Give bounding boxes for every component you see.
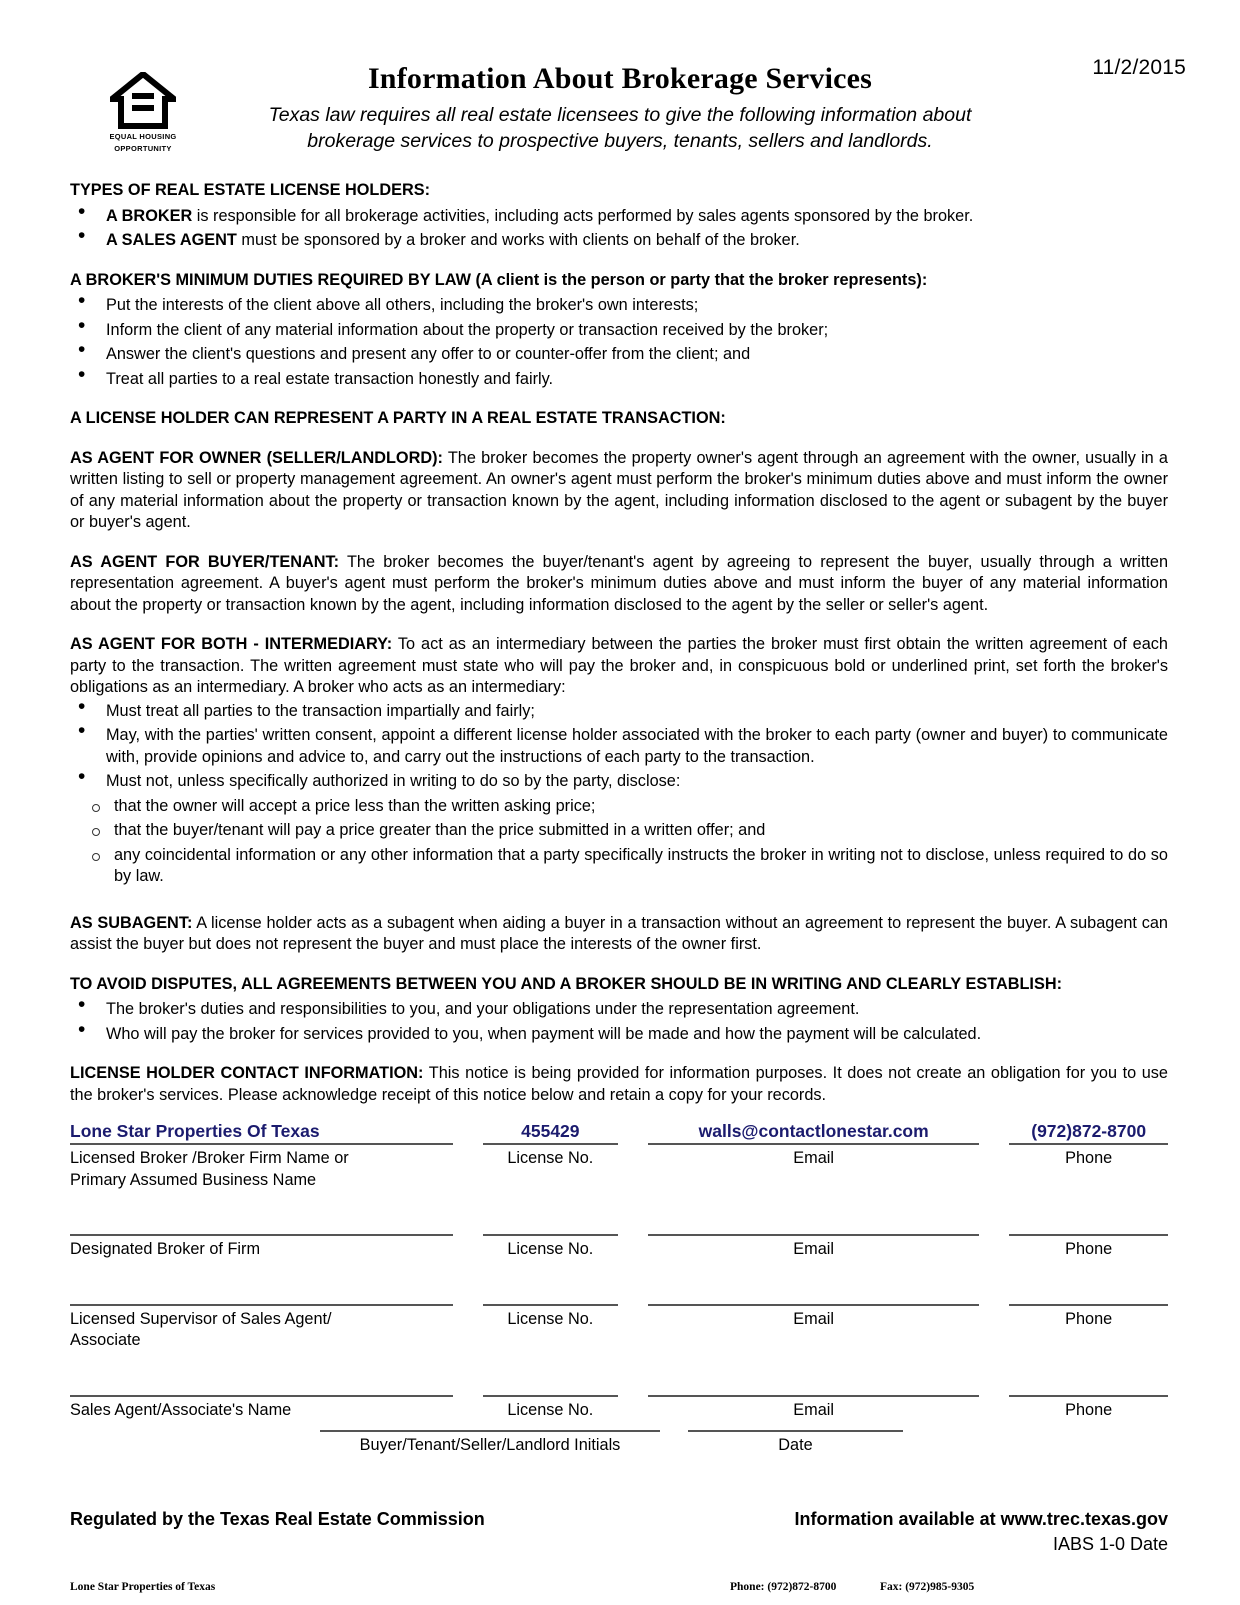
text-as-agent-for-both: To act as an intermediary between the parties the broker must first obtain the written agreement of each party to the transaction. The written agreement must state who will pay the broker and, in conspicuous bold or underlined print, set forth the broker's obligations as an intermediary. A broker who acts as an intermediary: xyxy=(70,635,1168,696)
list-item: • Put the interests of the client above all others, including the broker's own interests; xyxy=(70,295,1168,317)
field-rule xyxy=(70,1395,453,1397)
field-rule xyxy=(70,1143,453,1145)
list-item: • May, with the parties' written consent, appoint a different license holder associated with the broker to each party (owner and buyer) to communicate with, provide opinions and advice to, and carry out the instructions of each party to the transaction. xyxy=(70,725,1168,768)
paragraph-as-subagent xyxy=(70,913,1168,956)
footer-right-block xyxy=(795,1509,1168,1555)
list-avoid-disputes xyxy=(70,999,1168,1045)
sales-agent-email-value xyxy=(648,1372,979,1395)
initials-field[interactable] xyxy=(320,1430,660,1457)
email-caption: Email xyxy=(793,1309,835,1328)
licensed-supervisor-caption-line2: Associate xyxy=(70,1331,141,1349)
table-row xyxy=(70,1118,1168,1191)
paragraph-as-agent-for-owner xyxy=(70,448,1168,534)
document-date: 11/2/2015 xyxy=(1092,56,1186,79)
footer-fine-print-row xyxy=(70,1581,1168,1593)
license-no-caption: License No. xyxy=(507,1149,594,1167)
licensed-supervisor-license-no-field[interactable] xyxy=(483,1279,618,1331)
label-as-agent-for-both: AS AGENT FOR BOTH - INTERMEDIARY: xyxy=(70,635,393,653)
field-rule xyxy=(483,1395,618,1397)
text-as-agent-for-buyer-tenant: The broker becomes the buyer/tenant's agent by agreeing to represent the buyer, usually through a written representation agreement. A buyer's agent must perform the broker's minimum duties above and must inform the buyer of any material information about the property or transaction known by the agent, including information disclosed to the agent by the seller or seller's agent. xyxy=(70,552,1169,614)
field-rule xyxy=(483,1304,618,1306)
designated-broker-license-no-field[interactable] xyxy=(483,1209,618,1261)
list-intermediary-disclosure-restrictions xyxy=(70,796,1168,888)
logo-caption-line1: EQUAL HOUSING xyxy=(109,132,177,141)
logo-caption-line2: OPPORTUNITY xyxy=(114,143,172,153)
designated-broker-phone-value xyxy=(1009,1211,1168,1234)
licensed-supervisor-name-value xyxy=(70,1281,453,1304)
licensed-supervisor-email-field[interactable] xyxy=(648,1279,979,1331)
license-no-caption: License No. xyxy=(507,1400,594,1419)
text-as-subagent: A license holder acts as a subagent when aiding a buyer in a transaction without an agreement to represent the buyer. A subagent can assist the buyer but does not represent the buyer and must place the interests of the owner first. xyxy=(70,913,1168,953)
licensed-supervisor-phone-value xyxy=(1009,1281,1168,1304)
designated-broker-name-field[interactable] xyxy=(70,1209,453,1261)
heading-to-avoid-disputes: TO AVOID DISPUTES, ALL AGREEMENTS BETWEEN YOU AND A BROKER SHOULD BE IN WRITING AND CLEARLY ESTABLISH: xyxy=(70,974,1062,993)
list-item: • Who will pay the broker for services provided to you, when payment will be made and how the payment will be calculated. xyxy=(70,1024,1168,1046)
designated-broker-license-no-value xyxy=(483,1211,618,1234)
sales-agent-name-value xyxy=(70,1372,453,1395)
list-item: • Treat all parties to a real estate transaction honestly and fairly. xyxy=(70,369,1168,391)
heading-types-of-license-holders: TYPES OF REAL ESTATE LICENSE HOLDERS: xyxy=(70,181,431,199)
licensed-supervisor-phone-field[interactable] xyxy=(1009,1279,1168,1331)
sales-agent-license-no-field[interactable] xyxy=(483,1370,618,1422)
document-header xyxy=(0,0,1240,154)
phone-caption: Phone xyxy=(1065,1240,1113,1258)
list-item: • Inform the client of any material information about the property or transaction received by the broker; xyxy=(70,320,1168,342)
document-subtitle xyxy=(240,102,1000,154)
field-rule xyxy=(648,1304,979,1306)
list-item xyxy=(70,230,1168,252)
page-title: Information About Brokerage Services xyxy=(367,62,873,95)
bullet-bold-lead: A SALES AGENT xyxy=(106,231,237,249)
footer-phone: Phone: (972)872-8700 xyxy=(730,1580,837,1593)
list-item: any coincidental information or any other information that a party specifically instructs the broker in writing not to disclose, unless required to do so by law. xyxy=(70,845,1168,888)
house-icon xyxy=(96,72,190,130)
field-rule xyxy=(1009,1143,1168,1145)
list-item: • The broker's duties and responsibilities to you, and your obligations under the representation agreement. xyxy=(70,999,1168,1021)
broker-license-no-value: 455429 xyxy=(521,1121,580,1141)
phone-caption: Phone xyxy=(1065,1149,1113,1167)
sales-agent-license-no-value xyxy=(483,1372,618,1395)
field-rule xyxy=(688,1430,903,1432)
table-row xyxy=(70,1209,1168,1261)
field-rule xyxy=(70,1234,453,1236)
broker-firm-name-caption-line2: Primary Assumed Business Name xyxy=(70,1170,317,1189)
bullet-text: must be sponsored by a broker and works with clients on behalf of the broker. xyxy=(236,231,800,249)
bullet-text: is responsible for all brokerage activities, including acts performed by sales agents sponsored by the broker. xyxy=(192,206,974,225)
paragraph-as-agent-for-both-intermediary xyxy=(70,634,1168,699)
field-rule xyxy=(70,1304,453,1306)
list-intermediary-obligations xyxy=(70,701,1168,793)
sales-agent-name-field[interactable] xyxy=(70,1370,453,1422)
licensed-supervisor-license-no-value xyxy=(483,1281,618,1304)
field-rule xyxy=(320,1430,660,1432)
form-id-text: IABS 1-0 Date xyxy=(1052,1533,1168,1554)
document-footer xyxy=(0,1457,1240,1593)
subtitle-line-2: brokerage services to prospective buyers, tenants, sellers and landlords. xyxy=(307,130,933,152)
list-item: • Must treat all parties to the transaction impartially and fairly; xyxy=(70,701,1168,723)
designated-broker-name-value xyxy=(70,1211,453,1234)
broker-phone-field[interactable] xyxy=(1009,1118,1168,1170)
list-item: • Must not, unless specifically authorized in writing to do so by the party, disclose: xyxy=(70,771,1168,793)
footer-main-row xyxy=(70,1509,1168,1555)
label-as-subagent: AS SUBAGENT: xyxy=(70,913,193,932)
initials-caption: Buyer/Tenant/Seller/Landlord Initials xyxy=(359,1436,621,1454)
field-rule xyxy=(1009,1234,1168,1236)
field-rule xyxy=(648,1143,979,1145)
designated-broker-email-value xyxy=(648,1211,979,1234)
list-item: that the owner will accept a price less than the written asking price; xyxy=(70,796,1168,818)
broker-license-no-field[interactable] xyxy=(483,1118,618,1170)
designated-broker-email-field[interactable] xyxy=(648,1209,979,1261)
license-no-caption: License No. xyxy=(507,1240,594,1258)
broker-firm-name-caption-line1: Licensed Broker /Broker Firm Name or xyxy=(70,1149,349,1167)
text-license-holder-contact-information: This notice is being provided for information purposes. It does not create an obligation for you to use the broker's services. Please acknowledge receipt of this notice below and retain a copy for your records. xyxy=(70,1064,1168,1104)
sales-agent-email-field[interactable] xyxy=(648,1370,979,1422)
phone-caption: Phone xyxy=(1065,1309,1113,1328)
licensed-supervisor-name-field[interactable] xyxy=(70,1279,453,1352)
field-rule xyxy=(648,1395,979,1397)
regulated-by-text: Regulated by the Texas Real Estate Commission xyxy=(70,1508,485,1529)
field-rule xyxy=(1009,1395,1168,1397)
list-types-of-license-holders xyxy=(70,206,1168,252)
heading-license-holder-can-represent: A LICENSE HOLDER CAN REPRESENT A PARTY IN A REAL ESTATE TRANSACTION: xyxy=(70,409,726,427)
sales-agent-phone-field[interactable] xyxy=(1009,1370,1168,1422)
broker-firm-name-value: Lone Star Properties Of Texas xyxy=(70,1121,320,1141)
licensed-supervisor-caption-line1: Licensed Supervisor of Sales Agent/ xyxy=(70,1309,332,1328)
license-no-caption: License No. xyxy=(507,1309,594,1328)
label-as-agent-for-buyer-tenant: AS AGENT FOR BUYER/TENANT: xyxy=(70,552,340,571)
bullet-bold-lead: A BROKER xyxy=(106,206,193,225)
email-caption: Email xyxy=(793,1240,835,1258)
list-item: • Answer the client's questions and present any offer to or counter-offer from the client; and xyxy=(70,344,1168,366)
paragraph-as-agent-for-buyer-tenant xyxy=(70,552,1168,617)
document-body xyxy=(0,154,1240,1106)
license-holder-contact-form xyxy=(0,1106,1240,1457)
label-as-agent-for-owner: AS AGENT FOR OWNER (SELLER/LANDLORD): xyxy=(70,448,443,467)
licensed-supervisor-email-value xyxy=(648,1281,979,1304)
field-rule xyxy=(483,1234,618,1236)
heading-broker-minimum-duties: A BROKER'S MINIMUM DUTIES REQUIRED BY LAW (A client is the person or party that the broker represents): xyxy=(70,270,928,289)
list-item: that the buyer/tenant will pay a price greater than the price submitted in a written offer; and xyxy=(70,820,1168,842)
phone-caption: Phone xyxy=(1065,1400,1113,1419)
field-rule xyxy=(483,1143,618,1145)
sales-agent-phone-value xyxy=(1009,1372,1168,1395)
designated-broker-caption: Designated Broker of Firm xyxy=(70,1240,261,1258)
broker-phone-value: (972)872-8700 xyxy=(1031,1121,1147,1141)
list-broker-minimum-duties xyxy=(70,295,1168,390)
label-license-holder-contact-information: LICENSE HOLDER CONTACT INFORMATION: xyxy=(70,1064,424,1082)
broker-firm-name-field[interactable] xyxy=(70,1118,453,1191)
paragraph-license-holder-contact-information xyxy=(70,1063,1168,1106)
email-caption: Email xyxy=(793,1400,835,1419)
email-caption: Email xyxy=(793,1149,835,1167)
list-item xyxy=(70,206,1168,228)
designated-broker-phone-field[interactable] xyxy=(1009,1209,1168,1261)
footer-company-name: Lone Star Properties of Texas xyxy=(70,1580,216,1593)
broker-email-field[interactable] xyxy=(648,1118,979,1170)
table-row xyxy=(70,1370,1168,1422)
footer-fax: Fax: (972)985-9305 xyxy=(880,1580,975,1593)
initials-and-date-row xyxy=(70,1430,1168,1457)
sales-agent-caption: Sales Agent/Associate's Name xyxy=(70,1400,292,1419)
field-rule xyxy=(1009,1304,1168,1306)
equal-housing-opportunity-logo xyxy=(96,72,190,153)
broker-email-value: walls@contactlonestar.com xyxy=(698,1121,929,1141)
table-row xyxy=(70,1279,1168,1352)
date-field[interactable] xyxy=(688,1430,903,1457)
date-caption: Date xyxy=(778,1436,813,1454)
field-rule xyxy=(648,1234,979,1236)
subtitle-line-1: Texas law requires all real estate licensees to give the following information about xyxy=(268,104,972,126)
text-as-agent-for-owner: The broker becomes the property owner's agent through an agreement with the owner, usually in a written listing to sell or property management agreement. An owner's agent must perform the broker's minimum duties above and must inform the owner of any material information about the property or transaction known by the agent, including information disclosed to the agent or subagent by the buyer or buyer's agent. xyxy=(70,448,1168,531)
information-available-text: Information available at www.trec.texas.gov xyxy=(794,1508,1168,1529)
